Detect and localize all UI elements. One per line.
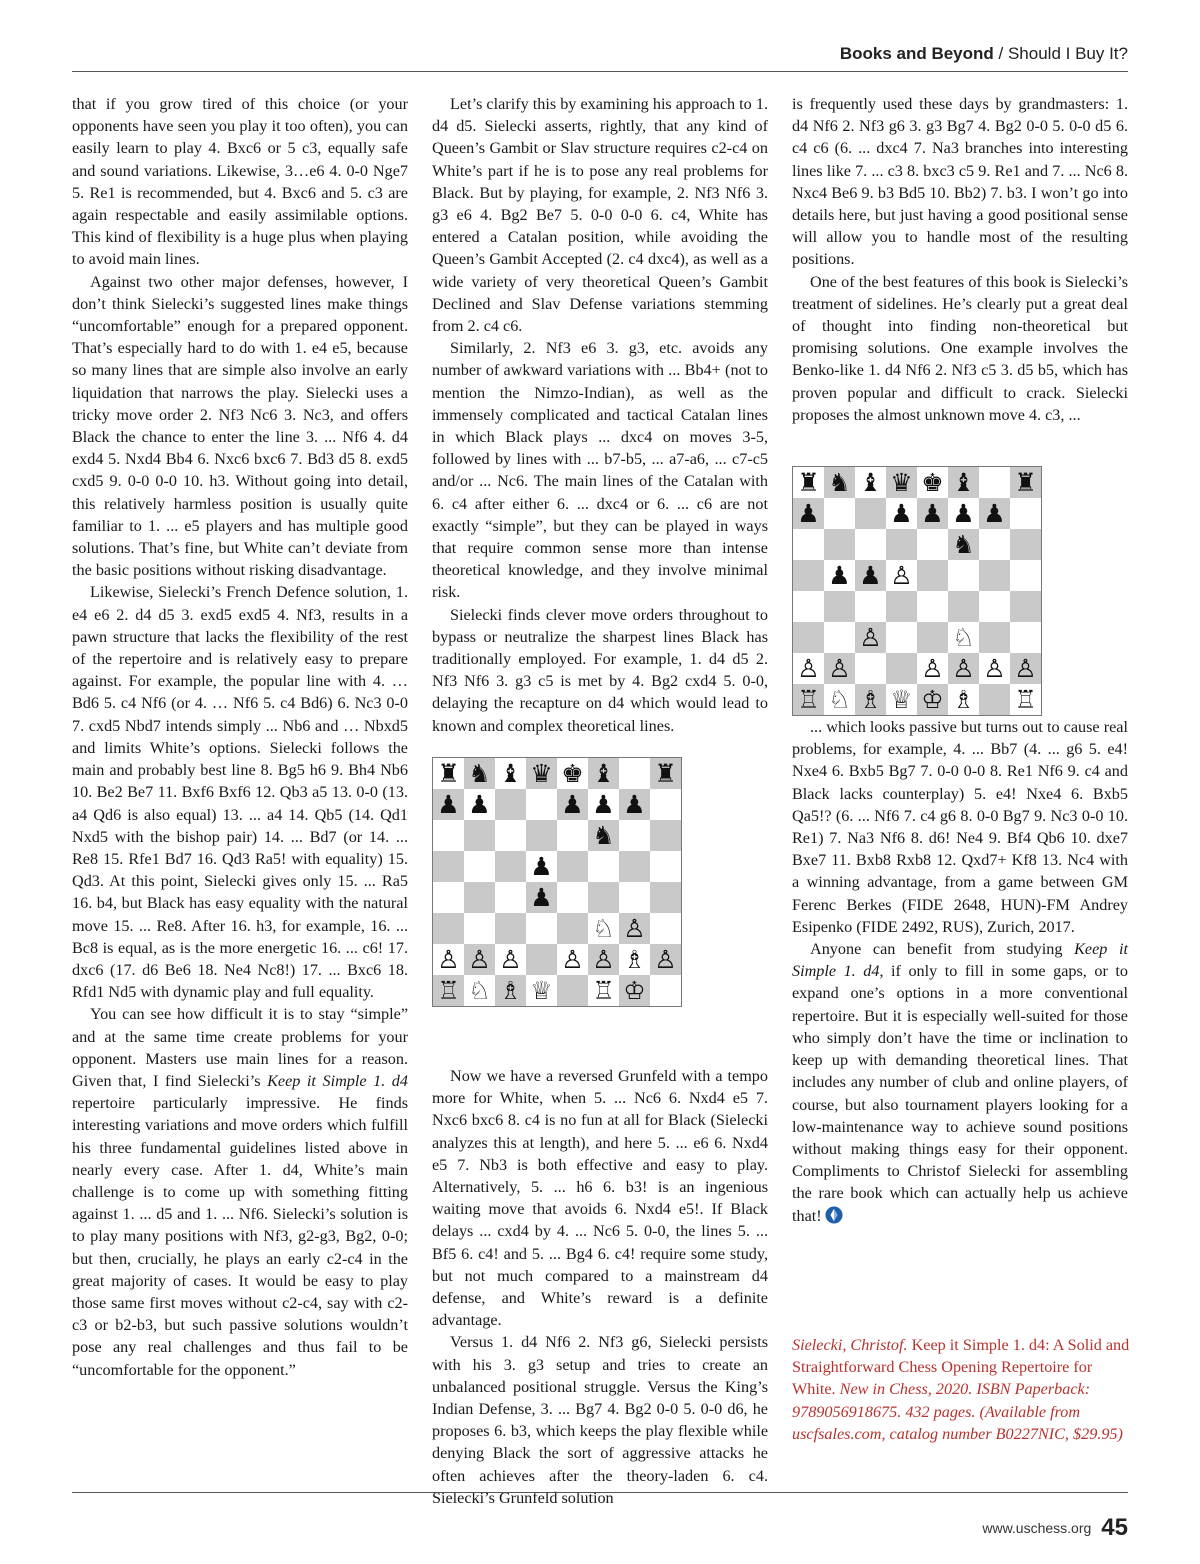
board-square bbox=[557, 851, 588, 882]
board-square bbox=[464, 820, 495, 851]
black-knight-icon: ♞ bbox=[948, 529, 979, 560]
white-king-icon: ♔ bbox=[917, 684, 948, 715]
white-pawn-icon: ♙ bbox=[824, 653, 855, 684]
black-pawn-icon: ♟ bbox=[619, 789, 650, 820]
header-rule bbox=[72, 71, 1128, 72]
white-pawn-icon: ♙ bbox=[890, 561, 913, 590]
black-pawn-icon: ♟ bbox=[828, 561, 851, 590]
board-square bbox=[948, 560, 979, 591]
board-square bbox=[464, 913, 495, 944]
black-pawn-icon: ♟ bbox=[793, 498, 824, 529]
board-square bbox=[1010, 591, 1041, 622]
board-square bbox=[855, 591, 886, 622]
board-square bbox=[1010, 560, 1041, 591]
white-pawn-icon: ♙ bbox=[797, 654, 820, 683]
white-rook-icon: ♖ bbox=[433, 975, 464, 1006]
board-square bbox=[793, 529, 824, 560]
white-knight-icon: ♘ bbox=[952, 623, 975, 652]
board-square bbox=[526, 913, 557, 944]
black-pawn-icon: ♟ bbox=[526, 882, 557, 913]
board-square bbox=[793, 560, 824, 591]
paragraph-text: Against two other major defenses, however, I don’t think Sielecki’s suggested lines make things “uncomfortable” enough for a prepared opponent. That’s especially hard to do with 1. e4 e5, because so many lines that are simple also involve an early liquidation that narrows the play. Sielecki uses a tricky move order 2. Nf3 Nc6 3. Nc3, and offers Black the chance to enter the line 3. ... Nf6 4. d4 exd4 5. Nxd4 Bb4 6. Nxc6 bxc6 7. Bd3 d5 8. exd5 cxd5 9. 0-0 0-0 10. h3. Without going into detail, this relatively harmless position is usually quite familiar to 1. ... e5 players and has multiple good solutions. That’s fine, but White can’t deviate from the basic positions without risking disadvantage. bbox=[72, 272, 408, 580]
board-square bbox=[557, 882, 588, 913]
board-square bbox=[1010, 529, 1041, 560]
footer-rule bbox=[72, 1492, 1128, 1493]
black-knight-icon: ♞ bbox=[824, 467, 855, 498]
paragraph bbox=[72, 271, 408, 582]
paragraph bbox=[432, 604, 768, 737]
white-pawn-icon: ♙ bbox=[650, 944, 681, 975]
board-square bbox=[557, 913, 588, 944]
black-pawn-icon: ♟ bbox=[433, 789, 464, 820]
paragraph bbox=[72, 1003, 408, 1380]
white-pawn-icon: ♙ bbox=[561, 945, 584, 974]
board-square bbox=[526, 820, 557, 851]
black-rook-icon: ♜ bbox=[650, 758, 681, 789]
paragraph-text: Let’s clarify this by examining his approach to 1. d4 d5. Sielecki asserts, rightly, that any kind of Queen’s Gambit or Slav structure requires c2-c4 on White’s part if he is to pose any real problems for Black. But by playing, for example, 2. Nf3 Nf6 3. g3 e6 4. Bg2 Be7 5. 0-0 0-0 6. c4, White has entered a Catalan position, while avoiding the Queen’s Gambit Accepted (2. c4 dxc4), as well as a wide variety of very theoretical Queen’s Gambit Declined and Slav Defense variations stemming from 2. c4 c6. bbox=[432, 95, 768, 336]
black-rook-icon: ♜ bbox=[1010, 467, 1041, 498]
black-pawn-icon: ♟ bbox=[979, 498, 1010, 529]
website-url: www.uschess.org bbox=[982, 1520, 1092, 1536]
board-square bbox=[979, 684, 1010, 715]
black-king-icon: ♚ bbox=[561, 759, 584, 788]
board-square bbox=[824, 498, 855, 529]
black-knight-icon: ♞ bbox=[588, 820, 619, 851]
paragraph-text: You can see how difficult it is to stay “simple” and at the same time create problems for your opponent. Masters use main lines for a reason. Given that, I find Sielecki’s bbox=[72, 1005, 408, 1090]
board-square bbox=[979, 622, 1010, 653]
paragraph-text: Similarly, 2. Nf3 e6 3. g3, etc. avoids any number of awkward variations with ... Bb4+ (not to mention the Nimzo-Indian), as well as the immensely complicated and tactical Catalan lines in which Black plays ... dxc4 on moves 3-5, followed by lines with ... b7-b5, ... a7-a6, ... c7-c5 and/or ... Nc6. The main lines of the Catalan with 6. c4 after either 6. ... dxc4 or 6. ... c6 are not exactly “simple”, but they can be played in ways that require common sense more than intense theoretical knowledge, and they involve minimal risk. bbox=[432, 339, 768, 602]
white-bishop-icon: ♗ bbox=[952, 685, 975, 714]
paragraph-text: repertoire particularly impressive. He finds interesting variations and move orders which fulfill his three fundamental guidelines listed above in nearly every case. After 1. d4, White’s main challenge is to come up with something fitting against 1. ... d5 and 1. ... Nf6. Sielecki’s solution is to play many positions with Nf3, g2-g3, Bg2, 0-0; but then, crucially, he plays an early c2-c4 in the great majority of cases. It would be easy to play those same first moves without c2-c4, say with c2-c3 or b2-b3, but such passive solutions wouldn’t pose any real challenges and thus fail to be “uncomfortable for the opponent.” bbox=[72, 1094, 408, 1379]
board-square bbox=[619, 882, 650, 913]
book-title-italic: Keep it Simple 1. d4 bbox=[792, 940, 1128, 981]
paragraph bbox=[72, 93, 408, 271]
paragraph bbox=[432, 337, 768, 603]
paragraph-text: , if only to fill in some gaps, or to expand one’s options in a more conventional repertoire. But it is especially well-suited for those who simply don’t have the time or inclination to keep up with demanding theoretical lines. That includes any number of club and online players, of course, but also tournament players looking for a low-maintenance way to achieve sound positions without making things easy for their opponent. Compliments to Christof Sielecki for assembling the rare book which can actually help us achieve that! bbox=[792, 962, 1128, 1225]
white-pawn-icon: ♙ bbox=[588, 944, 619, 975]
board-square bbox=[650, 820, 681, 851]
white-pawn-icon: ♙ bbox=[948, 653, 979, 684]
board-square bbox=[464, 882, 495, 913]
board-square bbox=[1010, 498, 1041, 529]
board-square bbox=[917, 591, 948, 622]
paragraph-text: is frequently used these days by grandmasters: 1. d4 Nf6 2. Nf3 g6 3. g3 Bg7 4. Bg2 0-0 5. 0-0 d5 6. c4 c6 (6. ... dxc4 7. Na3 branches into interesting lines like 7. ... c3 8. bxc3 c5 9. Re1 and 7. ... Nc6 8. Nxc4 Be6 9. b3 Bd5 10. Bb2) 7. b3. I won’t go into details here, but just having a good positional sense will allow you to handle most of the resulting positions. bbox=[792, 95, 1128, 269]
board-square bbox=[433, 820, 464, 851]
board-square bbox=[650, 882, 681, 913]
white-bishop-icon: ♗ bbox=[495, 975, 526, 1006]
board-square bbox=[464, 851, 495, 882]
paragraph bbox=[432, 1331, 768, 1509]
board-square bbox=[495, 789, 526, 820]
board-square bbox=[979, 467, 1010, 498]
paragraph bbox=[792, 271, 1128, 426]
paragraph-text: Now we have a reversed Grunfeld with a tempo more for White, when 5. ... Nc6 6. Nxd4 e5 7. Nxc6 bxc6 8. c4 is no fun at all for Black (Sielecki analyzes this at length), and here 5. ... e6 6. Nxd4 e5 7. Nb3 is both effective and easy to play. Alternatively, 5. ... h6 6. b3! is an ingenious waiting move that avoids 6. Nxd4 e5!. If Black delays ... cxd4 by 4. ... Nc6 5. 0-0, the lines 5. ... Bf5 6. c4! and 5. ... Bg4 6. c4! require some study, but not much compared to a mainstream d4 defense, and White’s reward is a definite advantage. bbox=[432, 1066, 768, 1330]
black-bishop-icon: ♝ bbox=[859, 468, 882, 497]
board-square bbox=[557, 975, 588, 1006]
paragraph bbox=[792, 93, 1128, 271]
white-pawn-icon: ♙ bbox=[983, 654, 1006, 683]
white-knight-icon: ♘ bbox=[468, 976, 491, 1005]
board-square bbox=[855, 529, 886, 560]
black-pawn-icon: ♟ bbox=[917, 498, 948, 529]
black-queen-icon: ♛ bbox=[526, 758, 557, 789]
white-pawn-icon: ♙ bbox=[437, 945, 460, 974]
board-square bbox=[495, 913, 526, 944]
book-author: Sielecki, Christof. bbox=[792, 1336, 908, 1354]
white-knight-icon: ♘ bbox=[592, 914, 615, 943]
board-square bbox=[557, 820, 588, 851]
black-king-icon: ♚ bbox=[921, 468, 944, 497]
book-title: Keep it Simple 1. d4: A Solid and Straightforward Chess Opening Repertoire for White. bbox=[792, 1336, 1130, 1399]
paragraph-text: Sielecki finds clever move orders throughout to bypass or neutralize the sharpest lines Black has traditionally employed. For example, 1. d4 d5 2. Nf3 Nf6 3. g3 c5 is met by 4. Bg2 cxd4 5. 0-0, delaying the recapture on d4 which would lead to known and complex theoretical lines. bbox=[432, 605, 768, 735]
board-square bbox=[433, 913, 464, 944]
black-bishop-icon: ♝ bbox=[499, 759, 522, 788]
book-details: New in Chess, 2020. ISBN Paperback: 9789056918675. 432 pages. (Available from uscfsales.com, catalog number B0227NIC, $29.95) bbox=[792, 1380, 1123, 1443]
black-rook-icon: ♜ bbox=[437, 759, 460, 788]
page-number: 45 bbox=[1101, 1514, 1128, 1541]
book-info bbox=[792, 1334, 1132, 1445]
board-square bbox=[1010, 622, 1041, 653]
black-pawn-icon: ♟ bbox=[592, 790, 615, 819]
black-pawn-icon: ♟ bbox=[468, 790, 491, 819]
running-header bbox=[840, 44, 1128, 64]
board-square bbox=[588, 851, 619, 882]
board-square bbox=[917, 622, 948, 653]
board-square bbox=[824, 622, 855, 653]
board-square bbox=[824, 529, 855, 560]
article-column-1 bbox=[72, 93, 408, 1381]
paragraph bbox=[72, 581, 408, 1003]
uschess-logo-icon bbox=[825, 1206, 843, 1224]
white-pawn-icon: ♙ bbox=[499, 945, 522, 974]
black-pawn-icon: ♟ bbox=[952, 499, 975, 528]
paragraph bbox=[792, 938, 1128, 1227]
black-knight-icon: ♞ bbox=[464, 758, 495, 789]
board-square bbox=[886, 622, 917, 653]
white-pawn-icon: ♙ bbox=[464, 944, 495, 975]
white-rook-icon: ♖ bbox=[1014, 685, 1037, 714]
paragraph-text: that if you grow tired of this choice (or your opponents have seen you play it too often), you can easily learn to play 4. Bxc6 or 5 c3, equally safe and sound variations. Likewise, 3…e6 4. 0-0 Nge7 5. Re1 is recommended, but 4. Bxc6 and 5. c3 are again respectable and easily assimilable options. This kind of flexibility is a huge plus when playing to avoid main lines. bbox=[72, 95, 408, 269]
white-pawn-icon: ♙ bbox=[1010, 653, 1041, 684]
board-square bbox=[495, 851, 526, 882]
board-square bbox=[650, 789, 681, 820]
board-square bbox=[793, 622, 824, 653]
board-square bbox=[650, 851, 681, 882]
page-footer bbox=[982, 1514, 1128, 1542]
white-pawn-icon: ♙ bbox=[855, 622, 886, 653]
white-rook-icon: ♖ bbox=[793, 684, 824, 715]
header-separator: / bbox=[993, 44, 1008, 63]
paragraph bbox=[432, 93, 768, 337]
board-square bbox=[979, 591, 1010, 622]
white-pawn-icon: ♙ bbox=[921, 654, 944, 683]
board-square bbox=[855, 653, 886, 684]
board-square bbox=[855, 498, 886, 529]
board-square bbox=[495, 820, 526, 851]
board-square bbox=[650, 913, 681, 944]
board-square bbox=[619, 851, 650, 882]
board-square bbox=[979, 560, 1010, 591]
board-square bbox=[588, 882, 619, 913]
white-king-icon: ♔ bbox=[619, 975, 650, 1006]
board-square bbox=[793, 591, 824, 622]
board-square bbox=[979, 529, 1010, 560]
black-pawn-icon: ♟ bbox=[557, 789, 588, 820]
board-square bbox=[619, 758, 650, 789]
board-square bbox=[433, 851, 464, 882]
board-square bbox=[495, 882, 526, 913]
board-square bbox=[433, 882, 464, 913]
paragraph-text: Likewise, Sielecki’s French Defence solution, 1. e4 e6 2. d4 d5 3. exd5 exd5 4. Nf3, results in a pawn structure that lacks the flexibility of the rest of the repertoire and is relatively easy to prepare against. For example, the popular line with 4. … Bd6 5. c4 Nf6 (or 4. … Nf6 5. c4 Bd6) 6. Nc3 0-0 7. cxd5 Nbd7 intends simply ... Nb6 and … Nbxd5 and limits White’s options. Sielecki follows the main and probably best line 8. Bg5 h6 9. Bh4 Nb6 10. Be2 Be7 11. Bxf6 Bxf6 12. Qb3 a5 13. 0-0 (13. a4 Qd6 is also equal) 13. ... a4 14. Qb5 (14. Qd1 Nxd5 with the bishop pair) 14. ... Bd7 (or 14. ... Re8 15. Rfe1 Bd7 16. Qd3 Ra5! with equality) 15. Qd3. At this point, Sielecki gives only 15. ... Ra5 16. b4, but Black has easy equality with the natural move 15. ... Re8. After 16. h3, for example, 16. ... Bc8 is equal, as is the more energetic 16. ... c6! 17. dxc6 (17. d6 Be6 18. Ne4 Nc8!) 17. ... Bxc6 18. Rfd1 Nd5 with dynamic play and full equality. bbox=[72, 583, 408, 1002]
paragraph bbox=[792, 716, 1128, 938]
book-title-italic: Keep it Simple 1. d4 bbox=[267, 1071, 408, 1090]
paragraph-text: One of the best features of this book is Sielecki’s treatment of sidelines. He’s clearly put a great deal of thought into finding non-theoretical but promising solutions. One example involves the Benko-like 1. d4 Nf6 2. Nf3 c5 3. d5 b5, which has proven popular and difficult to crack. Sielecki proposes the almost unknown move 4. c3, ... bbox=[792, 272, 1128, 424]
board-square bbox=[619, 820, 650, 851]
white-pawn-icon: ♙ bbox=[619, 913, 650, 944]
board-square bbox=[824, 591, 855, 622]
white-bishop-icon: ♗ bbox=[855, 684, 886, 715]
board-square bbox=[886, 529, 917, 560]
chess-diagram-2 bbox=[792, 466, 1042, 716]
paragraph-text: Anyone can benefit from studying bbox=[810, 940, 1075, 959]
board-square bbox=[886, 653, 917, 684]
board-square bbox=[526, 789, 557, 820]
chess-diagram-1 bbox=[432, 757, 682, 1007]
board-square bbox=[917, 560, 948, 591]
paragraph-text: ... which looks passive but turns out to cause real problems, for example, 4. ... Bb7 (4. ... g6 5. e4! Nxe4 6. Bxb5 Bg7 7. 0-0 0-0 8. Re1 Nf6 9. c4 and Black lacks counterplay) 5. e4! Nxe4 6. Bxb5 Qa5!? (6. ... Nf6 7. c4 g6 8. 0-0 Bg7 9. Nc3 0-0 10. Re1) 7. Na3 Nf6 8. d6! Ne4 9. Bf4 Qb6 10. dxe7 Bxe7 11. Bxb8 Rxb8 12. Qxd7+ Kf8 13. Nc4 with a winning advantage, from a game between GM Ferenc Berkes (FIDE 2648, HUN)-FM Andrey Esipenko (FIDE 2492, RUS), Zurich, 2017. bbox=[792, 718, 1128, 936]
black-pawn-icon: ♟ bbox=[530, 852, 553, 881]
white-knight-icon: ♘ bbox=[828, 685, 851, 714]
black-queen-icon: ♛ bbox=[886, 467, 917, 498]
board-square bbox=[917, 529, 948, 560]
paragraph bbox=[432, 1065, 768, 1331]
black-pawn-icon: ♟ bbox=[890, 499, 913, 528]
board-square bbox=[526, 944, 557, 975]
white-bishop-icon: ♗ bbox=[623, 945, 646, 974]
paragraph-text: Versus 1. d4 Nf6 2. Nf3 g6, Sielecki persists with his 3. g3 setup and tries to create an unbalanced positional struggle. Versus the King’s Indian Defense, 3. ... Bg7 4. Bg2 0-0 5. 0-0 d6, he proposes 6. b3, which keeps the play flexible while denying Black the sort of aggressive attacks he often achieves after the theory-laden 6. c4. Sielecki’s Grunfeld solution bbox=[432, 1333, 768, 1507]
board-square bbox=[650, 975, 681, 1006]
white-queen-icon: ♕ bbox=[530, 976, 553, 1005]
black-pawn-icon: ♟ bbox=[855, 560, 886, 591]
white-rook-icon: ♖ bbox=[592, 976, 615, 1005]
subsection-name: Should I Buy It? bbox=[1007, 44, 1128, 63]
black-bishop-icon: ♝ bbox=[948, 467, 979, 498]
black-rook-icon: ♜ bbox=[797, 468, 820, 497]
board-square bbox=[886, 591, 917, 622]
black-bishop-icon: ♝ bbox=[588, 758, 619, 789]
white-queen-icon: ♕ bbox=[890, 685, 913, 714]
board-square bbox=[948, 591, 979, 622]
section-name: Books and Beyond bbox=[839, 44, 994, 63]
